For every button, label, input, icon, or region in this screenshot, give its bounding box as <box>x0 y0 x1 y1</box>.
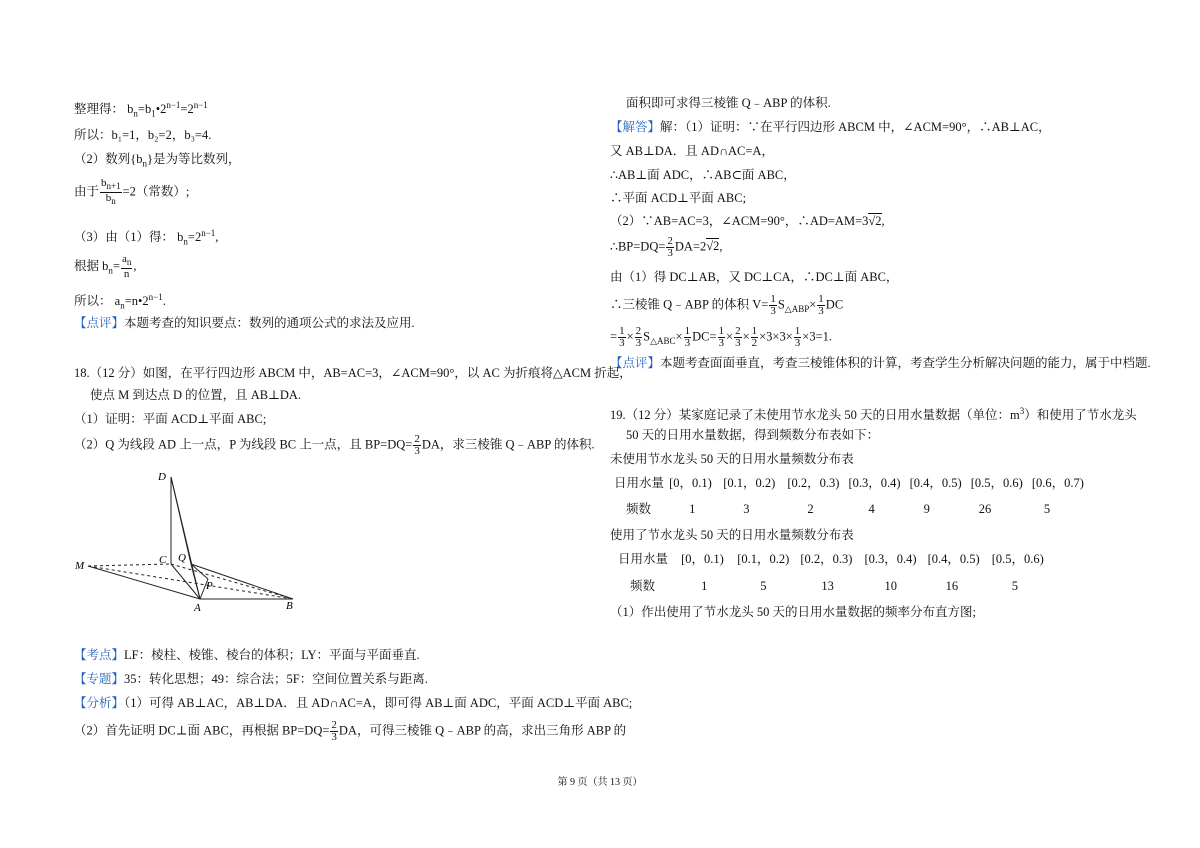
table2-freq-row <box>630 577 1042 595</box>
table1-bin: [0.5，0.6) <box>970 476 1023 490</box>
table2-val: 13 <box>821 579 834 593</box>
q18-part-2: （2）Q 为线段 AD 上一点，P 为线段 BC 上一点，且 BP=DQ= $\frac{2}{3}$ DA，求三棱锥 Q﹣ABP 的体积. <box>74 433 595 457</box>
table2-head: 日用水量 <box>618 552 669 566</box>
r-line-1: 面积即可求得三棱锥 Q﹣ABP 的体积. <box>626 96 831 110</box>
q18-stem-1: 18.（12 分）如图，在平行四边形 ABCM 中，AB=AC=3，∠ACM=90°，以 AC 为折痕将△ACM 折起， <box>74 366 632 380</box>
table1-val: 4 <box>868 502 875 516</box>
q18-part-1: （1）证明：平面 ACD⊥平面 ABC; <box>74 412 267 426</box>
q19-part-1: （1）作出使用了节水龙头 50 天的日用水量数据的频率分布直方图; <box>610 605 976 619</box>
two-thirds: $\frac{2}{3}$ <box>414 433 420 457</box>
r-line-5: ∴平面 ACD⊥平面 ABC; <box>610 191 747 205</box>
line-ratio: 由于 $\frac{b_{n+1}}{b_n}$ =2（常数）; <box>74 177 190 207</box>
table1-bin: [0.4，0.5) <box>909 476 962 490</box>
label-D: D <box>158 471 166 483</box>
zhuanti-line: 【专题】35：转化思想；49：综合法；5F：空间位置关系与距离. <box>74 672 428 686</box>
table2-val: 5 <box>760 579 767 593</box>
r-line-2: 【解答】解：（1）证明：∵在平行四边形 ABCM 中，∠ACM=90°，∴AB⊥AC， <box>610 120 1051 134</box>
table1-val: 2 <box>807 502 814 516</box>
table1-val: 26 <box>978 502 992 516</box>
line-so-an: 所以： $a_n=n•2^{n-1}$. <box>74 292 166 311</box>
fenxi-line-2: （2）首先证明 DC⊥面 ABC，再根据 BP=DQ= $\frac{2}{3}$ DA，可得三棱锥 Q﹣ABP 的高，求出三角形 ABP 的 <box>74 719 627 743</box>
an-over-n: $\frac{a_n}{n}$ <box>121 253 132 281</box>
table2-bin: [0，0.1) <box>681 552 724 566</box>
line-b-values: 所以：b₁=1，b₂=2，b₃=4. <box>74 128 212 142</box>
table1-bin: [0.3，0.4) <box>848 476 901 490</box>
table1-title: 未使用节水龙头 50 天的日用水量频数分布表 <box>610 452 854 466</box>
r-line-3: 又 AB⊥DA．且 AD∩AC=A， <box>610 144 774 158</box>
line-comment-17: 【点评】本题考查的知识要点：数列的通项公式的求法及应用. <box>74 316 415 330</box>
table2-bin: [0.4，0.5) <box>927 552 980 566</box>
label-M: M <box>75 560 85 572</box>
table1-bin: [0.1，0.2) <box>723 476 776 490</box>
q19-stem-2: 50 天的日用水量数据，得到频数分布表如下： <box>626 428 880 442</box>
r-line-4: ∴AB⊥面 ADC，∴AB⊂面 ABC， <box>610 168 796 182</box>
r-line-10: = $\frac{1}{3}$ × $\frac{2}{3}$ $S_{\triangle ABC}\times$ $\frac{1}{3}$ DC= $\frac{1}{3}$ × $\frac{2}{3}$ × $\frac{1}{2}$ ×3×3× $\frac{1}{3}$ ×3=1. <box>610 325 833 349</box>
table1-label: 频数 <box>626 502 652 516</box>
table1-bins-row <box>614 474 1090 492</box>
line-according: 根据 $b_n=$ $\frac{a_n}{n}$ , <box>74 253 137 281</box>
q18-stem-2: 使点 M 到达点 D 的位置，且 AB⊥DA. <box>90 388 302 402</box>
table1-bin: [0.2，0.3) <box>787 476 840 490</box>
table1-val: 9 <box>923 502 930 516</box>
r-line-8: 由（1）得 DC⊥AB，又 DC⊥CA，∴DC⊥面 ABC， <box>610 270 899 284</box>
table1-val: 3 <box>743 502 750 516</box>
table2-val: 1 <box>701 579 708 593</box>
page-footer: 第 9 页（共 13 页） <box>557 777 643 788</box>
table1-bin: [0.6，0.7) <box>1031 476 1084 490</box>
table1-bin: [0，0.1) <box>669 476 712 490</box>
label-A: A <box>194 602 201 614</box>
label-Q: Q <box>178 552 186 564</box>
kaodian-line: 【考点】LF：棱柱、棱锥、棱台的体积；LY：平面与平面垂直. <box>74 648 420 662</box>
table2-label: 频数 <box>630 579 656 593</box>
label-P: P <box>206 580 213 592</box>
q19-stem-1: 19.（12 分）某家庭记录了未使用节水龙头 50 天的日用水量数据（单位：$m^3$）和使用了节水龙头 <box>610 406 1137 423</box>
pyramid-figure <box>70 465 310 615</box>
two-thirds-2: $\frac{2}{3}$ <box>331 719 337 743</box>
label-C: C <box>159 554 167 566</box>
r-comment-18: 【点评】本题考查面面垂直，考查三棱锥体积的计算，考查学生分析解决问题的能力，属于中档题. <box>610 356 1151 370</box>
ratio-fraction: $\frac{b_{n+1}}{b_n}$ <box>101 177 121 207</box>
line-from-1: （3）由（1）得： $b_n=2^{n-1}$, <box>74 228 219 247</box>
table2-val: 10 <box>884 579 897 593</box>
table1-val: 5 <box>1043 502 1051 516</box>
r-line-9: ∴三棱锥 Q﹣ABP 的体积 V= $\frac{1}{3}$ $S_{\triangle ABP}\times$ $\frac{1}{3}$ DC <box>610 293 844 317</box>
table2-val: 5 <box>1011 579 1018 593</box>
table1-val: 1 <box>689 502 696 516</box>
table1-head: 日用水量 <box>614 476 665 490</box>
table2-bin: [0.1，0.2) <box>737 552 790 566</box>
table2-val: 16 <box>945 579 959 593</box>
table2-bins-row <box>618 550 1052 568</box>
table2-bin: [0.3，0.4) <box>864 552 917 566</box>
table2-title: 使用了节水龙头 50 天的日用水量频数分布表 <box>610 528 854 542</box>
r-line-6: （2）∵AB=AC=3，∠ACM=90°，∴AD=AM=3√2, <box>610 214 885 228</box>
table2-bin: [0.2，0.3) <box>800 552 853 566</box>
line-arrange: 整理得： $b_n=b_1•2^{n-1}=2^{n-1}$ <box>74 100 208 119</box>
fenxi-line-1: 【分析】（1）可得 AB⊥AC，AB⊥DA．且 AD∩AC=A，即可得 AB⊥面 ADC，平面 ACD⊥平面 ABC; <box>74 696 633 710</box>
r-line-7: ∴BP=DQ= $\frac{2}{3}$ DA=2√2, <box>610 235 723 259</box>
table1-freq-row <box>626 500 1084 518</box>
line-geometric: （2）数列$\{b_n\}$是为等比数列， <box>74 152 241 169</box>
table2-bin: [0.5，0.6) <box>991 552 1044 566</box>
label-B: B <box>286 600 293 612</box>
